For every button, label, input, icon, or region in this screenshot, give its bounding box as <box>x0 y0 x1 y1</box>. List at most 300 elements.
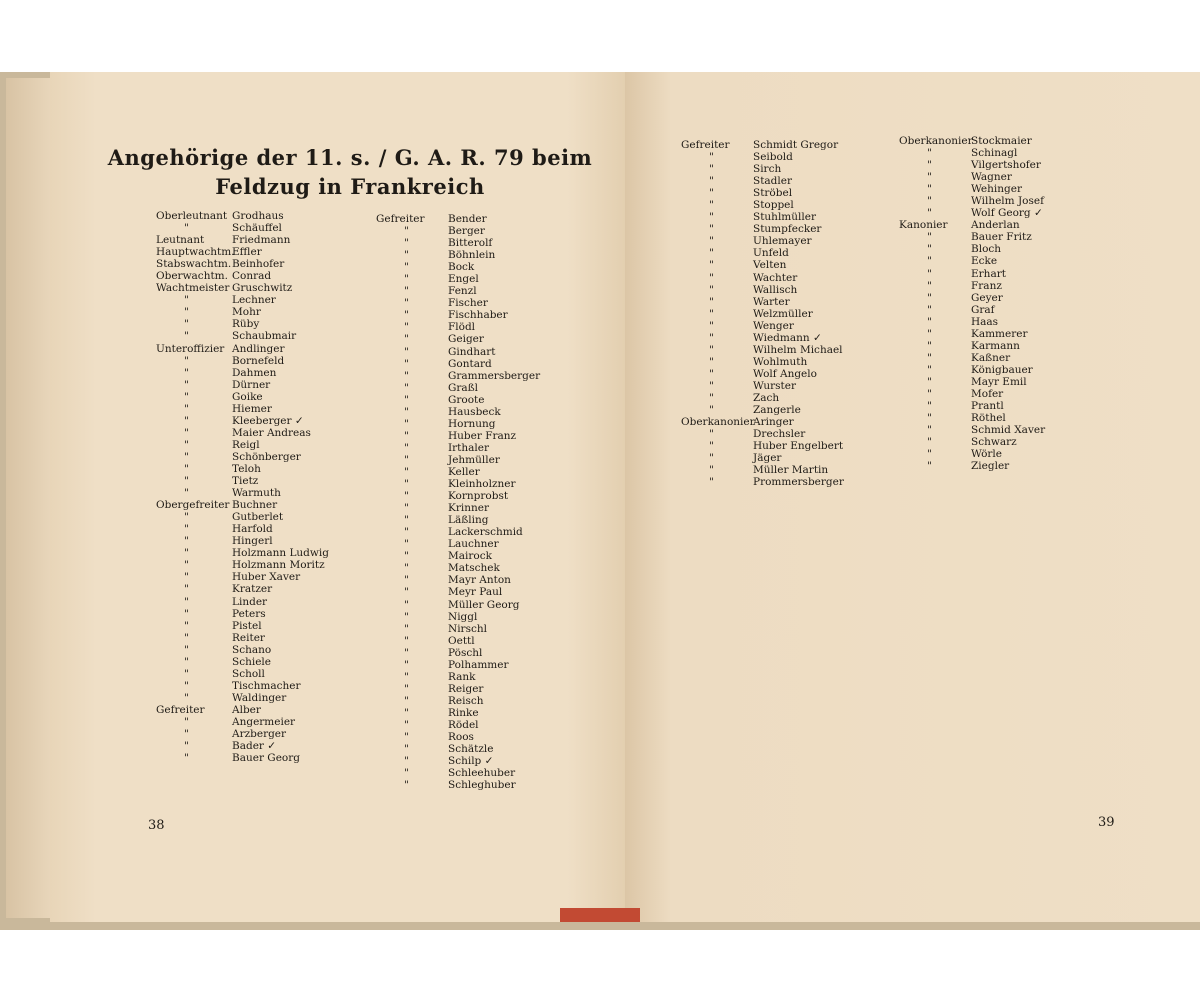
roster-row <box>376 466 606 478</box>
roster-column-3 <box>681 139 901 488</box>
soldier-name: Tischmacher <box>232 679 301 692</box>
rank-label: " <box>927 159 932 172</box>
soldier-name: Huber Xaver <box>232 571 301 584</box>
soldier-name: Schano <box>232 643 272 656</box>
rank-label: " <box>927 387 932 400</box>
soldier-name: Stuhlmüller <box>753 211 816 224</box>
rank-label: " <box>184 354 189 367</box>
roster-row <box>376 719 606 731</box>
rank-label: " <box>184 655 189 668</box>
rank-label: " <box>709 367 714 380</box>
soldier-name: Wohlmuth <box>753 355 808 368</box>
roster-row <box>156 511 376 523</box>
soldier-name: Wolf Angelo <box>753 367 817 380</box>
rank-label: " <box>184 450 189 463</box>
soldier-name: Seibold <box>753 151 793 164</box>
soldier-name: Hingerl <box>232 535 273 548</box>
roster-row <box>681 320 901 332</box>
rank-label: " <box>927 207 932 220</box>
rank-label: " <box>184 402 189 415</box>
soldier-name: Prommersberger <box>753 476 844 489</box>
roster-row <box>681 223 901 235</box>
roster-row <box>899 231 1139 243</box>
soldier-name: Friedmann <box>232 234 291 247</box>
roster-row <box>899 195 1139 207</box>
rank-label: " <box>184 728 189 741</box>
rank-label: " <box>184 523 189 536</box>
rank-label: " <box>184 752 189 765</box>
soldier-name: Wilhelm Josef <box>971 195 1044 208</box>
roster-row <box>376 249 606 261</box>
roster-row <box>376 550 606 562</box>
soldier-name: Tietz <box>232 475 259 488</box>
rank-label: " <box>184 366 189 379</box>
soldier-name: Wagner <box>971 171 1012 184</box>
roster-row <box>156 234 376 246</box>
rank-label: " <box>404 465 409 478</box>
soldier-name: Lackerschmid <box>448 526 523 539</box>
roster-column-1 <box>156 210 376 764</box>
rank-label: " <box>184 462 189 475</box>
rank-label: Gefreiter <box>376 213 425 225</box>
soldier-name: Pöschl <box>448 646 483 659</box>
roster-row <box>899 268 1139 280</box>
soldier-name: Andlinger <box>232 342 285 355</box>
soldier-name: Gruschwitz <box>232 282 293 295</box>
rank-label: " <box>709 452 714 465</box>
roster-row <box>156 343 376 355</box>
rank-label: " <box>709 163 714 176</box>
rank-label: " <box>404 225 409 238</box>
soldier-name: Reisch <box>448 694 484 707</box>
roster-row <box>899 171 1139 183</box>
roster-row <box>376 683 606 695</box>
rank-label: " <box>404 478 409 491</box>
soldier-name: Dürner <box>232 378 271 391</box>
roster-row <box>899 364 1139 376</box>
soldier-name: Holzmann Ludwig <box>232 547 329 560</box>
roster-row <box>156 583 376 595</box>
rank-label: " <box>404 731 409 744</box>
soldier-name: Huber Engelbert <box>753 440 844 453</box>
rank-label: " <box>184 643 189 656</box>
rank-label: " <box>709 247 714 260</box>
roster-row <box>156 463 376 475</box>
roster-row <box>681 380 901 392</box>
soldier-name: Scholl <box>232 667 265 680</box>
rank-label: " <box>184 595 189 608</box>
rank-label: " <box>927 183 932 196</box>
rank-label: " <box>404 502 409 515</box>
roster-row <box>681 175 901 187</box>
rank-label: Hauptwachtm. <box>156 246 235 259</box>
roster-row <box>376 599 606 611</box>
roster-row <box>156 355 376 367</box>
soldier-name: Bock <box>448 261 475 274</box>
roster-row <box>156 282 376 294</box>
rank-label: Wachtmeister <box>156 282 230 295</box>
roster-row <box>376 382 606 394</box>
roster-row <box>681 416 901 428</box>
rank-label: Oberkanonier <box>899 135 973 147</box>
roster-row <box>899 424 1139 436</box>
rank-label: " <box>927 315 932 328</box>
soldier-name: Gindhart <box>448 345 496 358</box>
rank-label: " <box>709 211 714 224</box>
rank-label: " <box>404 333 409 346</box>
page-stack-edge <box>6 78 56 918</box>
rank-label: " <box>184 619 189 632</box>
rank-label: " <box>184 667 189 680</box>
rank-label: " <box>927 460 932 473</box>
left-page <box>50 72 625 922</box>
rank-label: " <box>184 631 189 644</box>
soldier-name: Kratzer <box>232 583 273 596</box>
roster-row <box>899 328 1139 340</box>
rank-label: " <box>184 740 189 753</box>
roster-row <box>156 728 376 740</box>
roster-row <box>376 659 606 671</box>
soldier-name: Schinagl <box>971 147 1018 160</box>
rank-label: " <box>404 526 409 539</box>
page-number-left: 38 <box>148 818 165 833</box>
rank-label: " <box>184 691 189 704</box>
soldier-name: Uhlemayer <box>753 235 812 248</box>
soldier-name: Geyer <box>971 291 1003 304</box>
roster-row <box>376 647 606 659</box>
rank-label: " <box>404 562 409 575</box>
rank-label: " <box>404 743 409 756</box>
rank-label: Gefreiter <box>156 703 205 716</box>
soldier-name: Wenger <box>753 319 794 332</box>
soldier-name: Bender <box>448 213 487 225</box>
roster-row <box>156 367 376 379</box>
soldier-name: Rüby <box>232 318 260 331</box>
soldier-name: Welzmüller <box>753 307 813 320</box>
page-title-line-1: Angehörige der 11. s. / G. A. R. 79 beim <box>107 145 593 170</box>
soldier-name: Vilgertshofer <box>971 159 1041 172</box>
soldier-name: Wallisch <box>753 283 798 296</box>
rank-label: " <box>404 417 409 430</box>
soldier-name: Fischer <box>448 297 488 310</box>
soldier-name: Angermeier <box>232 715 296 728</box>
rank-label: " <box>404 453 409 466</box>
soldier-name: Conrad <box>232 270 272 283</box>
soldier-name: Schiele <box>232 655 271 668</box>
rank-label: " <box>709 404 714 417</box>
rank-label: " <box>404 622 409 635</box>
rank-label: " <box>404 441 409 454</box>
roster-row <box>156 523 376 535</box>
roster-row <box>899 388 1139 400</box>
soldier-name: Holzmann Moritz <box>232 559 325 572</box>
soldier-name: Velten <box>753 259 787 272</box>
roster-row <box>899 316 1139 328</box>
roster-row <box>681 151 901 163</box>
rank-label: " <box>927 436 932 449</box>
rank-label: Oberkanonier <box>681 416 755 429</box>
soldier-name: Pistel <box>232 619 262 632</box>
rank-label: " <box>404 767 409 780</box>
roster-row <box>376 611 606 623</box>
roster-row <box>376 731 606 743</box>
rank-label: " <box>709 223 714 236</box>
rank-label: " <box>184 571 189 584</box>
rank-label: " <box>404 393 409 406</box>
rank-label: " <box>184 547 189 560</box>
rank-label: " <box>404 646 409 659</box>
rank-label: " <box>404 538 409 551</box>
roster-row <box>156 499 376 511</box>
soldier-name: Goike <box>232 390 263 403</box>
soldier-name: Rödel <box>448 718 479 731</box>
roster-row <box>376 237 606 249</box>
roster-row <box>156 270 376 282</box>
rank-label: " <box>404 755 409 768</box>
soldier-name: Hiemer <box>232 402 272 415</box>
rank-label: " <box>927 412 932 425</box>
soldier-name: Hornung <box>448 417 496 430</box>
soldier-name: Fenzl <box>448 285 477 298</box>
rank-label: " <box>404 309 409 322</box>
soldier-name: Mayr Emil <box>971 375 1027 388</box>
soldier-name: Lechner <box>232 294 276 307</box>
rank-label: " <box>404 490 409 503</box>
rank-label: " <box>404 405 409 418</box>
soldier-name: Irthaler <box>448 441 490 454</box>
roster-row <box>376 526 606 538</box>
roster-row <box>681 368 901 380</box>
soldier-name: Schmid Xaver <box>971 424 1046 437</box>
soldier-name: Stoppel <box>753 199 794 212</box>
roster-row <box>681 296 901 308</box>
rank-label: Obergefreiter <box>156 499 230 512</box>
roster-row <box>681 428 901 440</box>
rank-label: " <box>709 331 714 344</box>
roster-row <box>156 391 376 403</box>
roster-row <box>376 478 606 490</box>
soldier-name: Reiger <box>448 682 484 695</box>
roster-row <box>376 406 606 418</box>
rank-label: " <box>927 279 932 292</box>
roster-row <box>899 304 1139 316</box>
rank-label: " <box>709 476 714 489</box>
roster-row <box>376 273 606 285</box>
rank-label: " <box>184 390 189 403</box>
roster-row <box>681 187 901 199</box>
soldier-name: Arzberger <box>232 728 287 741</box>
rank-label: Leutnant <box>156 234 205 247</box>
soldier-name: Sirch <box>753 163 782 176</box>
soldier-name: Krinner <box>448 502 489 515</box>
roster-row <box>156 330 376 342</box>
soldier-name: Bauer Georg <box>232 752 300 765</box>
roster-row <box>376 574 606 586</box>
soldier-name: Mayr Anton <box>448 574 511 587</box>
soldier-name: Bloch <box>971 243 1002 256</box>
roster-row <box>156 547 376 559</box>
roster-row <box>681 259 901 271</box>
roster-row <box>899 400 1139 412</box>
roster-row <box>899 460 1139 472</box>
soldier-name: Warter <box>753 295 790 308</box>
soldier-name: Zach <box>753 391 780 404</box>
soldier-name: Wurster <box>753 379 796 392</box>
soldier-name: Bornefeld <box>232 354 285 367</box>
right-page <box>625 72 1200 922</box>
roster-row <box>899 280 1139 292</box>
roster-row <box>681 308 901 320</box>
soldier-name: Harfold <box>232 523 273 536</box>
soldier-name: Wolf Georg ✓ <box>971 207 1043 220</box>
soldier-name: Drechsler <box>753 428 806 441</box>
roster-row <box>376 538 606 550</box>
roster-row <box>376 213 606 225</box>
roster-row <box>899 183 1139 195</box>
soldier-name: Prantl <box>971 400 1004 413</box>
rank-label: " <box>927 339 932 352</box>
soldier-name: Jäger <box>753 452 782 465</box>
soldier-name: Zangerle <box>753 404 801 417</box>
rank-label: " <box>709 391 714 404</box>
soldier-name: Wörle <box>971 448 1002 461</box>
soldier-name: Wachter <box>753 271 798 284</box>
rank-label: " <box>404 550 409 563</box>
roster-row <box>899 352 1139 364</box>
soldier-name: Gutberlet <box>232 511 284 524</box>
rank-label: " <box>184 607 189 620</box>
soldier-name: Wilhelm Michael <box>753 343 843 356</box>
soldier-name: Bauer Fritz <box>971 231 1032 244</box>
roster-row <box>681 344 901 356</box>
rank-label: " <box>927 231 932 244</box>
rank-label: " <box>709 355 714 368</box>
rank-label: " <box>404 574 409 587</box>
rank-label: " <box>404 249 409 262</box>
roster-row <box>376 225 606 237</box>
roster-row <box>376 635 606 647</box>
roster-row <box>376 562 606 574</box>
rank-label: Oberwachtm. <box>156 270 228 283</box>
page-title-line-2: Feldzug in Frankreich <box>215 174 485 199</box>
soldier-name: Erhart <box>971 267 1006 280</box>
soldier-name: Alber <box>232 703 261 716</box>
rank-label: " <box>184 475 189 488</box>
open-book <box>0 72 1200 930</box>
roster-row <box>899 159 1139 171</box>
roster-row <box>156 258 376 270</box>
soldier-name: Reigl <box>232 438 260 451</box>
soldier-name: Schaubmair <box>232 330 297 343</box>
rank-label: " <box>927 424 932 437</box>
soldier-name: Engel <box>448 273 479 286</box>
rank-label: " <box>404 429 409 442</box>
roster-row <box>681 163 901 175</box>
soldier-name: Huber Franz <box>448 429 517 442</box>
roster-row <box>156 559 376 571</box>
soldier-name: Wehinger <box>971 183 1022 196</box>
rank-label: " <box>404 682 409 695</box>
rank-label: " <box>927 291 932 304</box>
rank-label: " <box>927 195 932 208</box>
roster-row <box>156 571 376 583</box>
rank-label: " <box>709 259 714 272</box>
roster-row <box>156 318 376 330</box>
roster-row <box>681 247 901 259</box>
soldier-name: Niggl <box>448 610 478 623</box>
rank-label: " <box>927 303 932 316</box>
soldier-name: Polhammer <box>448 658 509 671</box>
rank-label: " <box>404 706 409 719</box>
rank-label: " <box>709 199 714 212</box>
soldier-name: Schönberger <box>232 450 301 463</box>
soldier-name: Mofer <box>971 387 1004 400</box>
roster-row <box>376 394 606 406</box>
rank-label: " <box>709 319 714 332</box>
soldier-name: Meyr Paul <box>448 586 503 599</box>
soldier-name: Beinhofer <box>232 258 285 271</box>
roster-row <box>156 740 376 752</box>
roster-row <box>681 464 901 476</box>
rank-label: " <box>927 375 932 388</box>
roster-row <box>156 210 376 222</box>
soldier-name: Ecke <box>971 255 998 268</box>
roster-row <box>681 476 901 488</box>
rank-label: " <box>927 351 932 364</box>
roster-row <box>681 392 901 404</box>
rank-label: " <box>404 658 409 671</box>
soldier-name: Teloh <box>232 462 261 475</box>
soldier-name: Wiedmann ✓ <box>753 331 822 344</box>
soldier-name: Schätzle <box>448 743 494 756</box>
rank-label: " <box>184 715 189 728</box>
roster-row <box>899 243 1139 255</box>
soldier-name: Keller <box>448 465 480 478</box>
rank-label: " <box>404 634 409 647</box>
soldier-name: Schwarz <box>971 436 1017 449</box>
roster-row <box>156 439 376 451</box>
soldier-name: Gontard <box>448 357 492 370</box>
roster-row <box>899 412 1139 424</box>
roster-row <box>376 285 606 297</box>
rank-label: " <box>709 307 714 320</box>
rank-label: " <box>927 147 932 160</box>
soldier-name: Röthel <box>971 412 1006 425</box>
soldier-name: Jehmüller <box>448 453 500 466</box>
rank-label: " <box>709 440 714 453</box>
rank-label: " <box>709 283 714 296</box>
soldier-name: Flödl <box>448 321 476 334</box>
rank-label: " <box>184 438 189 451</box>
roster-row <box>899 219 1139 231</box>
roster-column-4 <box>899 135 1139 472</box>
roster-row <box>156 644 376 656</box>
roster-row <box>376 502 606 514</box>
soldier-name: Waldinger <box>232 691 287 704</box>
page-number-right: 39 <box>1098 815 1115 830</box>
soldier-name: Warmuth <box>232 487 281 500</box>
rank-label: " <box>184 378 189 391</box>
roster-row <box>376 695 606 707</box>
soldier-name: Rinke <box>448 706 479 719</box>
roster-row <box>376 767 606 779</box>
roster-row <box>376 779 606 791</box>
rank-label: " <box>927 243 932 256</box>
soldier-name: Fischhaber <box>448 309 508 322</box>
roster-row <box>156 668 376 680</box>
soldier-name: Ströbel <box>753 187 793 200</box>
rank-label: " <box>404 297 409 310</box>
